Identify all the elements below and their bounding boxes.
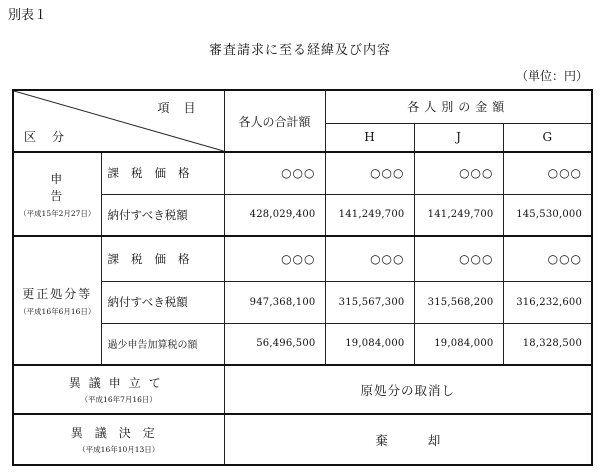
tax-history-table xyxy=(12,89,593,466)
correction-label: 更正処分等 xyxy=(22,286,93,301)
cell: 315,568,200 xyxy=(414,281,503,323)
header-diagonal-cell xyxy=(13,90,224,152)
item-tax-value: 課税価格 xyxy=(101,152,224,194)
row-label-objection xyxy=(13,365,224,414)
cell: 19,084,000 xyxy=(414,323,503,365)
cell: ○○○ xyxy=(414,152,503,194)
objection-date: （平成16年7月16日） xyxy=(80,395,157,404)
cell: 316,232,600 xyxy=(503,281,592,323)
declaration-date: （平成15年2月27日） xyxy=(19,208,96,218)
item-tax-due: 納付すべき税額 xyxy=(101,281,224,323)
cell: ○○○ xyxy=(224,152,325,194)
header-division-label: 区分 xyxy=(24,130,81,144)
cell: ○○○ xyxy=(414,236,503,281)
objection-content: 原処分の取消し xyxy=(224,365,592,414)
header-item-label: 項目 xyxy=(157,101,210,115)
cell: 141,249,700 xyxy=(325,194,414,236)
decision-label: 異議決定 xyxy=(70,426,167,440)
item-tax-due: 納付すべき税額 xyxy=(101,194,224,236)
cell: 141,249,700 xyxy=(414,194,503,236)
document-title: 審査請求に至る経緯及び内容 xyxy=(208,43,391,58)
appendix-label: 別表１ xyxy=(8,8,48,23)
cell: 19,084,000 xyxy=(325,323,414,365)
item-tax-value: 課税価格 xyxy=(101,236,224,281)
cell: 947,368,100 xyxy=(224,281,325,323)
row-label-declaration xyxy=(13,152,101,236)
cell: 428,029,400 xyxy=(224,194,325,236)
cell: ○○○ xyxy=(503,152,592,194)
cell: ○○○ xyxy=(503,236,592,281)
cell: 315,567,300 xyxy=(325,281,414,323)
header-total: 各人の合計額 xyxy=(224,90,325,152)
header-person-g: G xyxy=(503,123,592,152)
item-penalty: 過少申告加算税の額 xyxy=(101,323,224,365)
declaration-label: 申告 xyxy=(50,171,85,203)
objection-label: 異議申立て xyxy=(68,376,169,390)
cell: ○○○ xyxy=(325,236,414,281)
unit-note: （単位：円） xyxy=(515,69,588,83)
row-label-decision xyxy=(13,414,224,465)
cell: ○○○ xyxy=(224,236,325,281)
decision-date: （平成16年10月13日） xyxy=(78,445,160,454)
cell: 145,530,000 xyxy=(503,194,592,236)
decision-content: 棄却 xyxy=(224,414,592,465)
correction-date: （平成16年6月16日） xyxy=(19,306,96,316)
row-label-correction xyxy=(13,236,101,365)
cell: 56,496,500 xyxy=(224,323,325,365)
cell: 18,328,500 xyxy=(503,323,592,365)
header-person-h: H xyxy=(325,123,414,152)
header-per-person: 各人別の金額 xyxy=(325,90,592,123)
cell: ○○○ xyxy=(325,152,414,194)
header-person-j: J xyxy=(414,123,503,152)
